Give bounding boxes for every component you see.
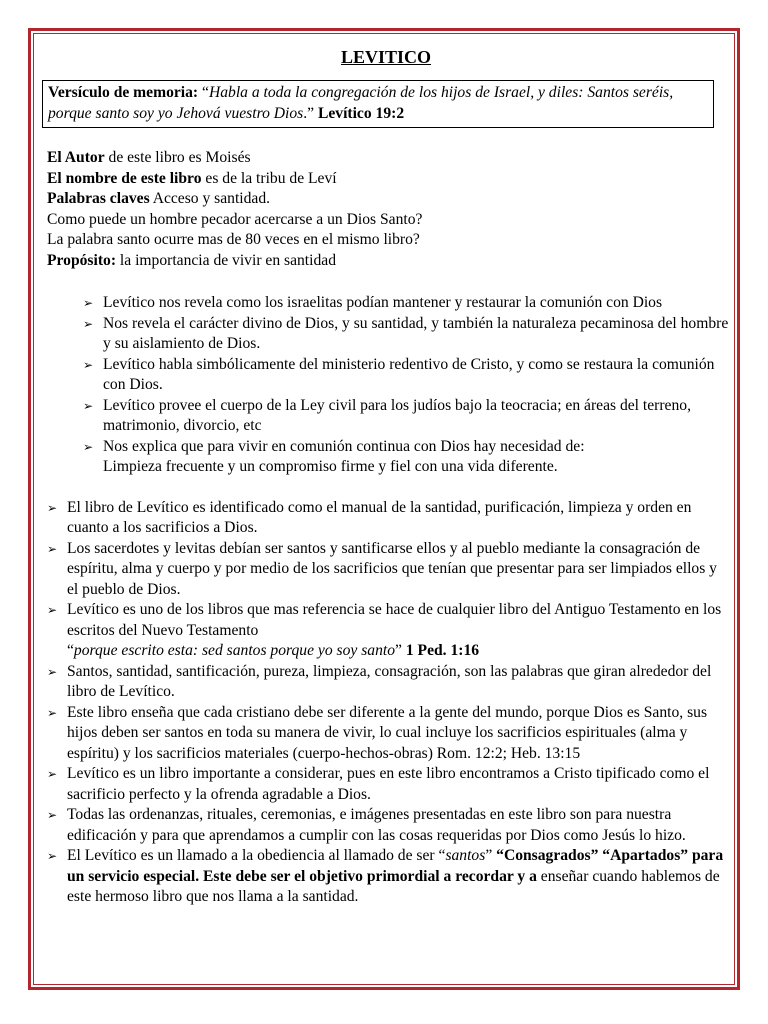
list-item: ➢ Nos revela el carácter divino de Dios, y su santidad, y también la naturaleza pecaminosa del hombre y su aislamiento de Dios. <box>83 314 729 352</box>
arrow-bullet-icon: ➢ <box>83 398 94 413</box>
santos-word: santos <box>445 847 486 864</box>
list-item: ➢ Este libro enseña que cada cristiano debe ser diferente a la gente del mundo, porque Dios es Santo, sus hijos deben ser santos en toda su manera de vivir, lo cual incluye los sacrificios espirituales (alma y espíritu) y los sacrificios materiales (cuerpo-hechos-obras) Rom. 12:2; Heb. 13:15 <box>47 703 708 762</box>
memory-verse-box <box>42 80 714 128</box>
arrow-bullet-icon: ➢ <box>47 664 58 679</box>
list-item: ➢ Todas las ordenanzas, rituales, ceremonias, e imágenes presentadas en este libro son para nuestra edificación y para que aprendamos a cumplir con las cosas requeridas por Dios como Jesús lo hizo. <box>47 806 686 844</box>
list-item: ➢ Levítico es uno de los libros que mas referencia se hace de cualquier libro del Antiguo Testamento en los escritos del Nuevo Testamento “porque escrito esta: sed santos porque yo soy santo” 1 Ped. 1:16 <box>47 601 722 659</box>
info-author: El Autor de este libro es Moisés <box>47 149 251 166</box>
arrow-bullet-icon: ➢ <box>47 705 58 720</box>
memory-verse-reference: Levítico 19:2 <box>317 104 405 122</box>
list-item: ➢ Levítico nos revela como los israelitas podían mantener y restaurar la comunión con Dios <box>83 293 731 314</box>
arrow-bullet-icon: ➢ <box>47 767 58 781</box>
book-info <box>41 148 731 271</box>
arrow-bullet-icon: ➢ <box>83 439 94 454</box>
info-keywords: Palabras claves Acceso y santidad. <box>47 190 271 207</box>
memory-verse-text: Habla a toda la congregación de los hijos de Israel, y diles: Santos seréis, porque santo soy yo Jehová vuestro Dios <box>48 84 674 122</box>
list-item: ➢ Levítico es un libro importante a considerar, pues en este libro encontramos a Cristo tipificado como el sacrificio perfecto y la ofrenda agradable a Dios. <box>47 765 710 803</box>
emphasis-text: “Consagrados” “Apartados” para un servicio especial. Este debe ser el objetivo primordial a recordar y a <box>67 847 724 885</box>
arrow-bullet-icon: ➢ <box>47 808 58 822</box>
memory-open-quote: “ <box>198 84 209 101</box>
page-title: LEVITICO <box>340 47 432 67</box>
arrow-bullet-icon: ➢ <box>47 603 58 617</box>
arrow-bullet-icon: ➢ <box>47 500 58 515</box>
memory-close-quote: .” <box>303 104 318 122</box>
info-question-1: Como puede un hombre pecador acercarse a un Dios Santo? <box>47 210 423 228</box>
list-item: ➢ Los sacerdotes y levitas debían ser santos y santificarse ellos y al pueblo mediante la consagración de espíritu, alma y cuerpo y por medio de los sacrificios que tenían que presentar para ser limpiados ellos y el pueblo de Dios. <box>47 539 717 598</box>
arrow-bullet-icon: ➢ <box>47 849 58 863</box>
main-point-list <box>41 498 731 908</box>
arrow-bullet-icon: ➢ <box>83 296 94 310</box>
peter-close-quote: ” <box>395 642 406 659</box>
document-body <box>41 46 731 908</box>
list-item: ➢ El libro de Levítico es identificado como el manual de la santidad, purificación, limpieza y orden en cuanto a los sacrificios a Dios. <box>47 498 692 536</box>
memory-verse-label: Versículo de memoria: <box>48 84 199 101</box>
sub-point-list <box>41 293 731 478</box>
arrow-bullet-icon: ➢ <box>83 357 94 372</box>
list-item: ➢ El Levítico es un llamado a la obediencia al llamado de ser “santos” “Consagrados” “Apartados” para un servicio especial. Este debe ser el objetivo primordial a recordar y a enseñar cuando hablemos de este hermoso libro que nos llama a la santidad. <box>47 847 724 905</box>
list-item: ➢ Levítico habla simbólicamente del ministerio redentivo de Cristo, y como se restaura la comunión con Dios. <box>83 355 715 393</box>
info-purpose: Propósito: la importancia de vivir en santidad <box>47 251 336 269</box>
peter-quote-reference: 1 Ped. 1:16 <box>405 642 480 659</box>
peter-open-quote: “ <box>67 642 74 659</box>
list-item: ➢ Santos, santidad, santificación, pureza, limpieza, consagración, son las palabras que giran alrededor del libro de Levítico. <box>47 662 712 700</box>
peter-quote-text: porque escrito esta: sed santos porque yo soy santo <box>73 642 396 659</box>
arrow-bullet-icon: ➢ <box>47 541 58 556</box>
arrow-bullet-icon: ➢ <box>83 316 94 331</box>
list-item: ➢ Levítico provee el cuerpo de la Ley civil para los judíos bajo la teocracia; en áreas del terreno, matrimonio, divorcio, etc <box>83 396 691 434</box>
info-question-2: La palabra santo ocurre mas de 80 veces en el mismo libro? <box>47 231 420 248</box>
info-name: El nombre de este libro es de la tribu de Leví <box>47 169 337 187</box>
list-item: ➢ Nos explica que para vivir en comunión continua con Dios hay necesidad de: Limpieza frecuente y un compromiso firme y fiel con una vida diferente. <box>83 437 585 475</box>
